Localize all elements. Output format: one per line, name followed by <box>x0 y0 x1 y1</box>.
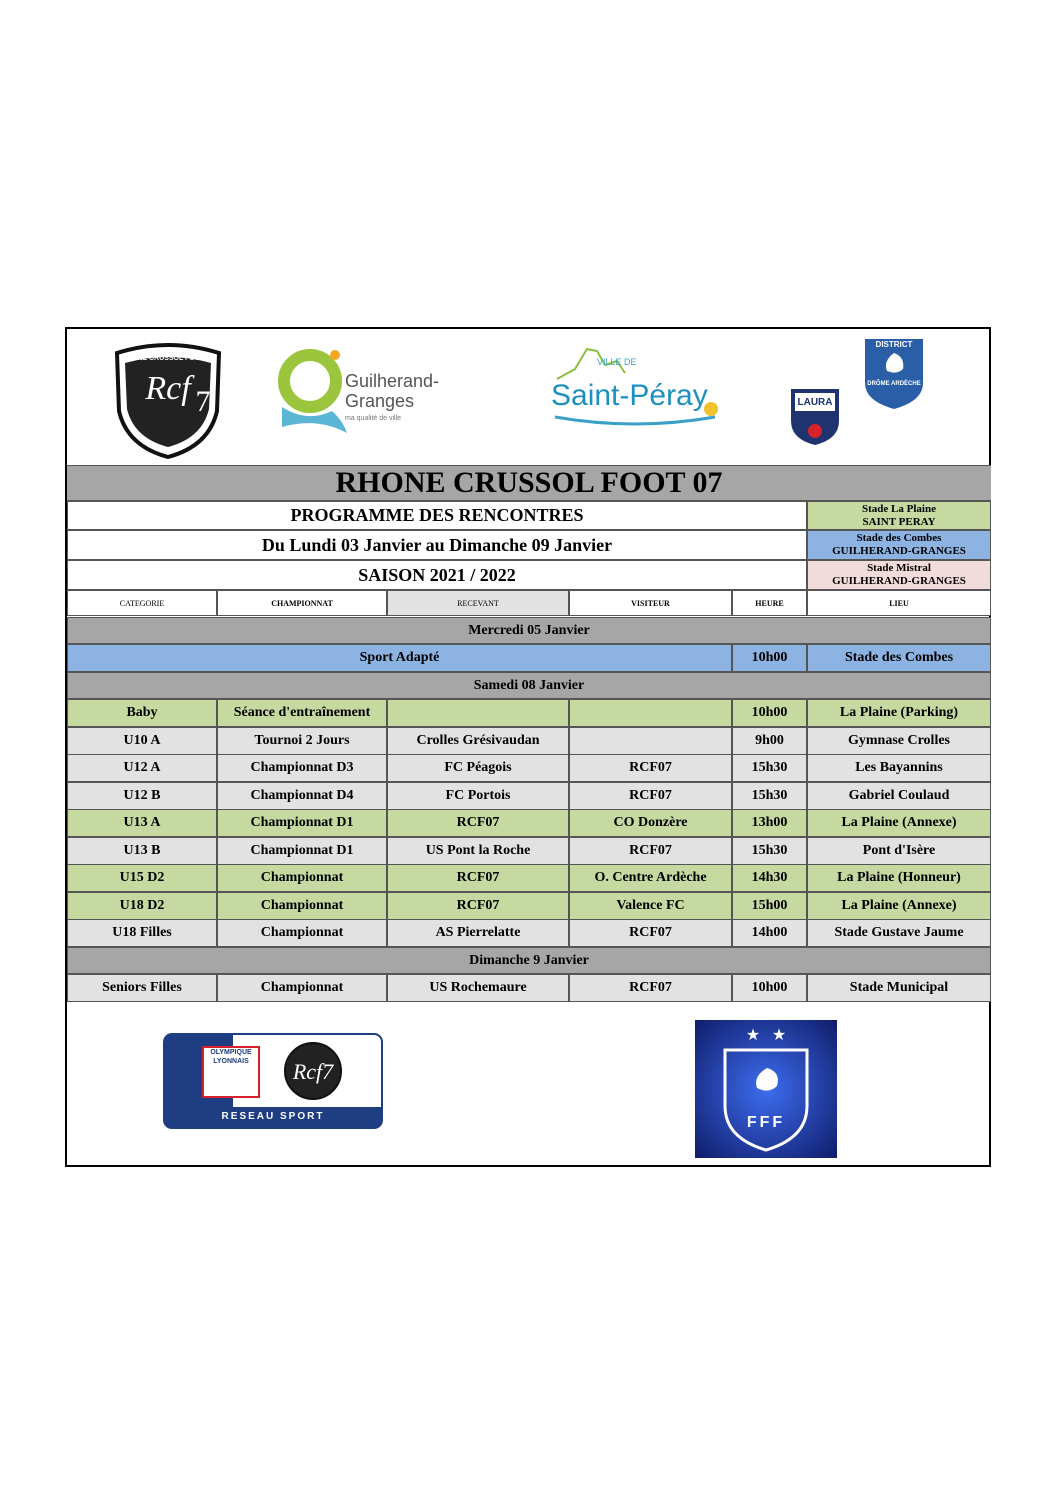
cell-heure: 13h00 <box>732 809 807 837</box>
col-header-heure: HEURE <box>732 590 807 616</box>
cell-championnat: Championnat D1 <box>217 809 387 837</box>
dates-title: Du Lundi 03 Janvier au Dimanche 09 Janvier <box>67 530 807 560</box>
cell-recevant <box>387 699 569 727</box>
cell-lieu: Stade Municipal <box>807 974 991 1002</box>
cell-categorie: U18 Filles <box>67 919 217 947</box>
club-title: RHONE CRUSSOL FOOT 07 <box>67 465 991 501</box>
cell-championnat: Tournoi 2 Jours <box>217 727 387 755</box>
fff-logo <box>695 1020 837 1158</box>
district-bottom-text: DRÔME ARDÈCHE <box>867 381 921 387</box>
cell-heure: 14h30 <box>732 864 807 892</box>
laura-foot-logo <box>789 387 841 447</box>
cell-visiteur <box>569 699 732 727</box>
cell-heure: 9h00 <box>732 727 807 755</box>
cell-heure: 15h30 <box>732 837 807 865</box>
cell-heure: 15h00 <box>732 892 807 920</box>
cell-heure: 14h00 <box>732 919 807 947</box>
cell-recevant: US Rochemaure <box>387 974 569 1002</box>
cell-lieu: Gymnase Crolles <box>807 727 991 755</box>
ol-line2: LYONNAIS <box>213 1058 249 1065</box>
cell-categorie: U15 D2 <box>67 864 217 892</box>
svg-text:Rcf7: Rcf7 <box>292 1059 334 1084</box>
cell-championnat: Championnat <box>217 974 387 1002</box>
cell-recevant: RCF07 <box>387 809 569 837</box>
cell-categorie: U13 B <box>67 837 217 865</box>
cell-visiteur: RCF07 <box>569 974 732 1002</box>
legend-mistral-line2: GUILHERAND-GRANGES <box>832 575 966 587</box>
district-drome-ardeche-logo <box>863 337 925 411</box>
cell-visiteur: RCF07 <box>569 837 732 865</box>
cell-recevant: Crolles Grésivaudan <box>387 727 569 755</box>
cell-categorie: Baby <box>67 699 217 727</box>
cell-visiteur: Valence FC <box>569 892 732 920</box>
saison-title: SAISON 2021 / 2022 <box>67 560 807 590</box>
cell-recevant: FC Péagois <box>387 754 569 782</box>
guilherand-tagline: ma qualité de ville <box>345 415 402 422</box>
legend-la-plaine <box>807 501 991 530</box>
col-header-categorie: CATEGORIE <box>67 590 217 616</box>
cell-championnat: Championnat D1 <box>217 837 387 865</box>
svg-text:★: ★ <box>771 1027 787 1044</box>
special-lieu: Stade des Combes <box>807 644 991 672</box>
cell-visiteur: RCF07 <box>569 782 732 810</box>
cell-recevant: US Pont la Roche <box>387 837 569 865</box>
cell-recevant: AS Pierrelatte <box>387 919 569 947</box>
day-header-mercredi: Mercredi 05 Janvier <box>67 617 991 644</box>
cell-visiteur: O. Centre Ardèche <box>569 864 732 892</box>
cell-lieu: Pont d'Isère <box>807 837 991 865</box>
rcf07-logo-text: RHÔNE CRUSSOL FOOT 07 <box>121 355 215 362</box>
laura-text: LAURA <box>797 397 833 408</box>
cell-lieu: La Plaine (Annexe) <box>807 892 991 920</box>
cell-lieu: Gabriel Coulaud <box>807 782 991 810</box>
svg-text:Rcf: Rcf <box>145 370 191 407</box>
cell-championnat: Championnat D3 <box>217 754 387 782</box>
cell-categorie: U18 D2 <box>67 892 217 920</box>
programme-title: PROGRAMME DES RENCONTRES <box>67 501 807 530</box>
cell-lieu: Les Bayannins <box>807 754 991 782</box>
cell-heure: 15h30 <box>732 754 807 782</box>
cell-heure: 10h00 <box>732 974 807 1002</box>
guilherand-line2: Granges <box>345 391 415 411</box>
cell-heure: 15h30 <box>732 782 807 810</box>
cell-lieu: La Plaine (Honneur) <box>807 864 991 892</box>
special-event: Sport Adapté <box>67 644 732 672</box>
legend-la-plaine-line2: SAINT PERAY <box>862 515 936 528</box>
cell-categorie: U12 B <box>67 782 217 810</box>
cell-recevant: RCF07 <box>387 864 569 892</box>
cell-championnat: Séance d'entraînement <box>217 699 387 727</box>
legend-combes-line2: GUILHERAND-GRANGES <box>832 545 966 557</box>
legend-mistral <box>807 560 991 590</box>
rcf07-logo <box>109 341 227 459</box>
cell-recevant: FC Portois <box>387 782 569 810</box>
cell-visiteur: RCF07 <box>569 919 732 947</box>
col-header-lieu: LIEU <box>807 590 991 616</box>
legend-combes-line1: Stade des Combes <box>856 532 942 544</box>
ol-line1: OLYMPIQUE <box>210 1049 252 1056</box>
col-header-recevant: RECEVANT <box>387 590 569 616</box>
day-header-dimanche: Dimanche 9 Janvier <box>67 947 991 974</box>
svg-text:7: 7 <box>195 385 211 418</box>
saint-peray-small: VILLE DE <box>597 357 637 367</box>
cell-championnat: Championnat <box>217 864 387 892</box>
cell-categorie: U12 A <box>67 754 217 782</box>
guilherand-line1: Guilherand- <box>345 371 440 391</box>
cell-lieu: Stade Gustave Jaume <box>807 919 991 947</box>
programme-frame <box>65 327 991 1167</box>
legend-combes <box>807 530 991 560</box>
cell-categorie: U10 A <box>67 727 217 755</box>
cell-lieu: La Plaine (Parking) <box>807 699 991 727</box>
guilherand-granges-logo <box>277 347 447 437</box>
cell-visiteur: CO Donzère <box>569 809 732 837</box>
col-header-visiteur: VISITEUR <box>569 590 732 616</box>
special-heure: 10h00 <box>732 644 807 672</box>
cell-recevant: RCF07 <box>387 892 569 920</box>
cell-lieu: La Plaine (Annexe) <box>807 809 991 837</box>
legend-mistral-line1: Stade Mistral <box>867 562 931 574</box>
cell-visiteur <box>569 727 732 755</box>
cell-championnat: Championnat <box>217 919 387 947</box>
saint-peray-name: Saint-Péray <box>551 379 708 412</box>
fff-text: FFF <box>746 1114 786 1131</box>
cell-categorie: U13 A <box>67 809 217 837</box>
day-header-samedi: Samedi 08 Janvier <box>67 672 991 699</box>
cell-championnat: Championnat D4 <box>217 782 387 810</box>
cell-championnat: Championnat <box>217 892 387 920</box>
svg-text:★: ★ <box>745 1027 761 1044</box>
cell-visiteur: RCF07 <box>569 754 732 782</box>
ol-reseau-sport-logo <box>163 1033 383 1129</box>
reseau-sport-text: RESEAU SPORT <box>221 1111 325 1122</box>
saint-peray-logo <box>545 339 735 429</box>
cell-heure: 10h00 <box>732 699 807 727</box>
col-header-championnat: CHAMPIONNAT <box>217 590 387 616</box>
district-top-text: DISTRICT <box>875 340 913 349</box>
cell-categorie: Seniors Filles <box>67 974 217 1002</box>
legend-la-plaine-line1: Stade La Plaine <box>862 502 936 515</box>
